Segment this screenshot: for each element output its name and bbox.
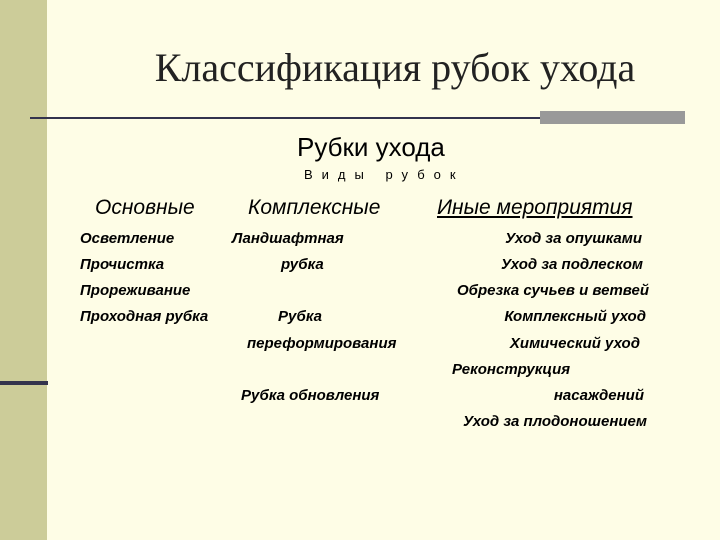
title-divider-block [540, 111, 685, 124]
list-item-complex: переформирования [247, 335, 397, 352]
list-item-other: Уход за плодоношением [463, 413, 647, 430]
section-subheading: Виды рубок [304, 167, 465, 182]
list-item-other: Уход за подлеском [501, 256, 643, 273]
title-divider-line [30, 117, 540, 119]
list-item-basic: Прореживание [80, 282, 191, 299]
list-item-basic: Прочистка [80, 256, 165, 273]
column-heading-complex: Комплексные [248, 196, 381, 219]
list-item-other: Уход за опушками [505, 230, 642, 247]
list-item-other: насаждений [553, 387, 644, 404]
left-decorative-bar [0, 0, 47, 540]
list-item-basic: Проходная рубка [80, 308, 209, 325]
slide-title: Классификация рубок ухода [154, 45, 636, 90]
list-item-complex: рубка [281, 256, 324, 273]
list-item-basic: Осветление [80, 230, 175, 247]
list-item-other: Комплексный уход [504, 308, 646, 325]
list-item-complex: Рубка [278, 308, 322, 325]
list-item-other: Обрезка сучьев и ветвей [456, 282, 649, 299]
list-item-complex: Рубка обновления [241, 387, 380, 404]
list-item-other: Реконструкция [452, 361, 571, 378]
left-bar-accent-line [0, 381, 48, 385]
list-item-other: Химический уход [509, 335, 640, 352]
list-item-complex: Ландшафтная [232, 230, 344, 247]
column-heading-other: Иные мероприятия [437, 196, 633, 219]
section-heading: Рубки ухода [297, 132, 445, 162]
column-heading-basic: Основные [95, 196, 195, 219]
